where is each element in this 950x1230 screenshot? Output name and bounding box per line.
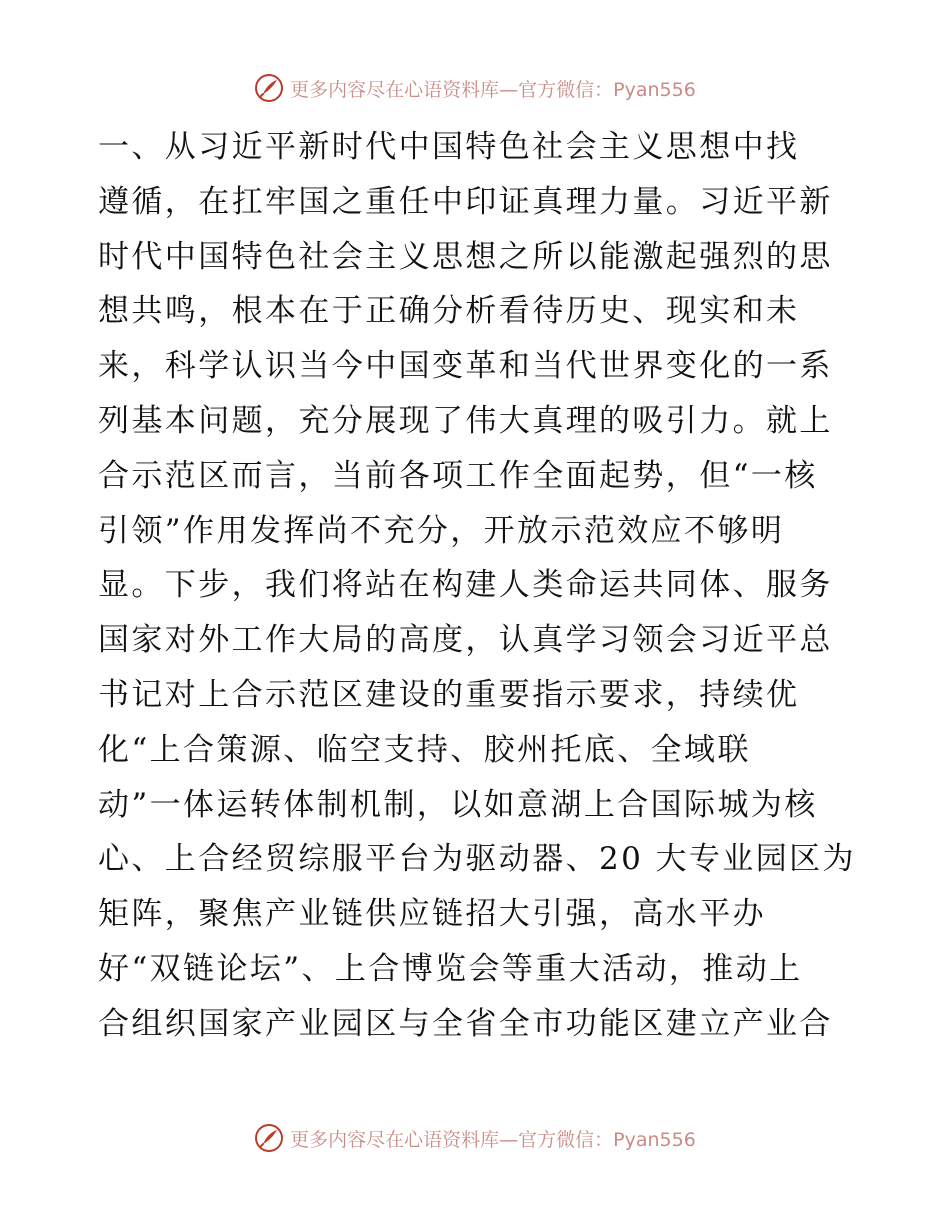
text-line: 遵循，在扛牢国之重任中印证真理力量。习近平新 [98,183,833,220]
text-line: 心、上合经贸综服平台为驱动器、20 大专业园区为 [98,841,856,878]
watermark-text: 更多内容尽在心语资料库—官方微信：Pyan556 [290,1128,696,1151]
text-line: 显。下步，我们将站在构建人类命运共同体、服务 [98,567,833,604]
watermark-text: 更多内容尽在心语资料库—官方微信：Pyan556 [290,78,696,101]
watermark-footer [0,1123,950,1153]
body-paragraph [98,120,858,1052]
text-line: 引领”作用发挥尚不充分，开放示范效应不够明 [98,512,785,549]
text-line: 合组织国家产业园区与全省全市功能区建立产业合 [98,1005,833,1042]
watermark-header [0,73,950,103]
text-line: 国家对外工作大局的高度，认真学习领会习近平总 [98,622,833,659]
feather-logo-icon [254,73,284,103]
text-line: 列基本问题，充分展现了伟大真理的吸引力。就上 [98,402,833,439]
text-line: 化“上合策源、临空支持、胶州托底、全域联 [98,731,751,768]
text-line: 来，科学认识当今中国变革和当代世界变化的一系 [98,348,833,385]
text-line: 矩阵，聚焦产业链供应链招大引强，高水平办 [98,896,766,933]
text-line: 想共鸣，根本在于正确分析看待历史、现实和未 [98,293,800,330]
text-line: 书记对上合示范区建设的重要指示要求，持续优 [98,676,800,713]
text-line: 好“双链论坛”、上合博览会等重大活动，推动上 [98,950,803,987]
text-line: 一、从习近平新时代中国特色社会主义思想中找 [98,129,800,165]
text-line: 时代中国特色社会主义思想之所以能激起强烈的思 [98,238,833,275]
text-line: 动”一体运转体制机制，以如意湖上合国际城为核 [98,786,818,823]
feather-logo-icon [254,1123,284,1153]
text-line: 合示范区而言，当前各项工作全面起势，但“一核 [98,457,818,494]
